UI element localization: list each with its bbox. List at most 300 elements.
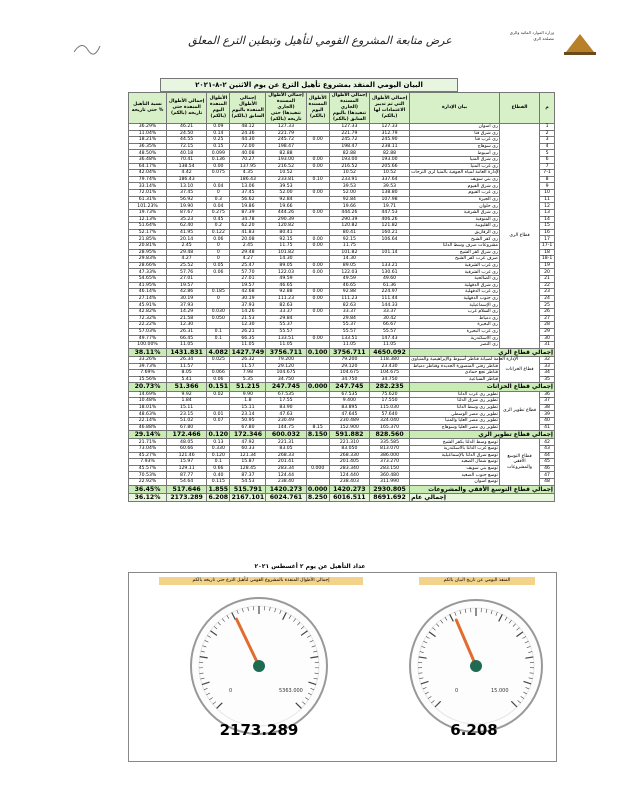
value-cell: 92.84 <box>329 196 369 203</box>
value-cell: 29.48 <box>230 249 266 256</box>
value-cell: 40.08 <box>230 150 266 157</box>
value-cell: 0.14 <box>207 130 230 137</box>
value-cell: 0.030 <box>207 309 230 316</box>
report-table <box>128 92 555 502</box>
value-cell: 92.84 <box>266 196 306 203</box>
value-cell: 121.46 <box>167 452 207 459</box>
value-cell: 27.01 <box>167 276 207 283</box>
department-cell: تطوير ري شرق الدلتا <box>410 398 500 405</box>
value-cell: 133.51 <box>329 335 369 342</box>
total-value-cell: 1427.749 <box>231 348 265 356</box>
value-cell <box>207 322 230 329</box>
value-cell: 127.33 <box>329 124 369 131</box>
value-cell: 79.200 <box>266 356 306 363</box>
index-cell: 32 <box>540 356 555 363</box>
total-value-cell: 4.082 <box>208 348 229 356</box>
col-day-lengths: الأطوال المسندة اليوم (بالكم) <box>306 93 329 124</box>
value-cell: 1.84 <box>167 398 207 405</box>
total-value-cell: 600.032 <box>266 431 306 439</box>
total-value-cell: 2173.289 <box>167 493 207 501</box>
table-row <box>129 411 555 418</box>
value-cell: 8.05 <box>167 370 207 377</box>
table-header-row <box>129 93 555 124</box>
table-row <box>129 404 555 411</box>
value-cell: 42.82% <box>129 309 167 316</box>
value-cell: 4.27 <box>230 256 266 263</box>
table-row <box>129 328 555 335</box>
value-cell: 23.14 <box>230 411 266 418</box>
department-cell: ري السلام غرب <box>410 309 500 316</box>
index-cell: 45 <box>540 459 555 466</box>
value-cell: 47.645 <box>329 411 369 418</box>
value-cell: 1.8 <box>230 398 266 405</box>
value-cell: 25.47 <box>230 262 266 269</box>
value-cell: 0.2 <box>207 223 230 230</box>
total-value-cell: 1420.273 <box>266 485 306 493</box>
value-cell: 54.53 <box>230 479 266 486</box>
index-cell: 35 <box>540 376 555 383</box>
index-cell: 43 <box>540 445 555 452</box>
value-cell: 324.040 <box>369 417 409 424</box>
value-cell: 44.55 <box>167 137 207 144</box>
department-cell: توسع غرب الدلتا بالاسكندرية <box>410 445 500 452</box>
value-cell: 12.30 <box>230 322 266 329</box>
value-cell: 55.37 <box>266 322 306 329</box>
index-cell: 8 <box>540 176 555 183</box>
value-cell: 14.30 <box>329 256 369 263</box>
table-row <box>129 203 555 210</box>
value-cell: 23.430 <box>369 363 409 370</box>
value-cell: 9.400 <box>329 398 369 405</box>
value-cell: 21.71% <box>129 439 167 446</box>
value-cell <box>306 282 329 289</box>
department-cell: ري الجيزة <box>410 196 500 203</box>
value-cell: 72.15 <box>167 143 207 150</box>
index-cell: 9 <box>540 183 555 190</box>
value-cell: 290.39 <box>329 216 369 223</box>
value-cell <box>306 276 329 283</box>
value-cell: 216.52 <box>266 163 306 170</box>
department-cell: توسع شرق الدلتا بالإسماعيلية <box>410 452 500 459</box>
value-cell: 48.05 <box>167 439 207 446</box>
total-value-cell: 0.120 <box>208 431 229 439</box>
value-cell: 82.88 <box>329 150 369 157</box>
value-cell: 46.88% <box>129 424 167 431</box>
value-cell: 193.00 <box>266 157 306 164</box>
value-cell: 373.270 <box>369 459 409 466</box>
value-cell: 230.489 <box>329 417 369 424</box>
value-cell: 245.90 <box>369 137 409 144</box>
value-cell: 33.37 <box>369 309 409 316</box>
value-cell: 0 <box>207 249 230 256</box>
department-cell: ري شرق قنا <box>410 130 500 137</box>
value-cell: 54.64 <box>167 479 207 486</box>
department-cell: ري غرب قنا <box>410 137 500 144</box>
col-exec-prev: إجمالي الأطوال المسندة (الجاري تنفيذها) حتى تاريخه (بالكم) <box>266 93 306 124</box>
value-cell: 268.33 <box>266 452 306 459</box>
value-cell: 70.41 <box>167 157 207 164</box>
total-row <box>129 493 555 501</box>
value-cell: 29.120 <box>266 363 306 370</box>
gauge-total-value: 2173.289 <box>219 721 299 739</box>
value-cell: 57.640 <box>369 411 409 418</box>
value-cell <box>306 370 329 377</box>
value-cell: 4.42 <box>167 170 207 177</box>
table-row <box>129 322 555 329</box>
value-cell: 22.14% <box>129 417 167 424</box>
department-cell: ري سوهاج <box>410 143 500 150</box>
value-cell: 34.750 <box>266 376 306 383</box>
department-cell: ري غرب المنيا <box>410 163 500 170</box>
value-cell: 51.64% <box>129 223 167 230</box>
value-cell: 0 <box>207 256 230 263</box>
value-cell: 0.1 <box>207 335 230 342</box>
value-cell: 233.91 <box>329 176 369 183</box>
department-cell: توسع بني سويف <box>410 465 500 472</box>
value-cell <box>306 256 329 263</box>
value-cell: 67.80 <box>167 424 207 431</box>
value-cell <box>306 391 329 398</box>
value-cell <box>207 363 230 370</box>
value-cell: 37.93 <box>167 302 207 309</box>
value-cell <box>306 452 329 459</box>
value-cell: 12.30 <box>167 322 207 329</box>
value-cell: 87.77 <box>167 472 207 479</box>
department-cell: الإدارة العامة لصيانة قناطر أسيوط والإبراهيمية والمنياوي <box>411 357 519 363</box>
table-row <box>129 262 555 269</box>
value-cell: 15.11 <box>230 404 266 411</box>
value-cell <box>306 249 329 256</box>
value-cell <box>207 342 230 349</box>
total-row <box>129 431 555 439</box>
value-cell: 15.56% <box>129 376 167 383</box>
value-cell: 7.93% <box>129 459 167 466</box>
value-cell: 14.69% <box>129 391 167 398</box>
value-cell: 25.52 <box>167 262 207 269</box>
table-row <box>129 190 555 197</box>
value-cell: 160.21 <box>369 229 409 236</box>
table-row <box>129 209 555 216</box>
value-cell <box>306 130 329 137</box>
value-cell: 28.66% <box>129 262 167 269</box>
value-cell <box>306 124 329 131</box>
col-prev-lengths: إجمالي الأطوال المسندة (الجاري تنفيذها) باليوم السابق (بالكم) <box>329 93 369 124</box>
value-cell <box>306 150 329 157</box>
total-value-cell: 20.73% <box>129 383 167 391</box>
table-row <box>129 242 555 249</box>
value-cell: 21.85% <box>129 236 167 243</box>
value-cell: 0.00 <box>306 309 329 316</box>
total-value-cell: 51.215 <box>230 383 266 391</box>
value-cell: 107.98 <box>369 196 409 203</box>
value-cell: 47.92 <box>230 439 266 446</box>
value-cell: 36.35% <box>129 143 167 150</box>
sector-cell: قطاع الري <box>499 124 539 349</box>
value-cell: 230.49 <box>266 417 306 424</box>
value-cell <box>306 472 329 479</box>
table-row <box>129 309 555 316</box>
value-cell: 0.00 <box>207 163 230 170</box>
value-cell: 0.3 <box>207 196 230 203</box>
value-cell: 133.51 <box>266 335 306 342</box>
value-cell: 101.82 <box>329 249 369 256</box>
col-pct: نسبة التأهيل حتى تاريخه % <box>129 93 167 124</box>
value-cell: 70.27 <box>230 157 266 164</box>
value-cell: 45.57% <box>129 465 167 472</box>
value-cell: 0 <box>207 242 230 249</box>
table-row <box>129 170 555 177</box>
gauge-total-min: 0 <box>229 688 233 694</box>
value-cell <box>369 242 409 249</box>
total-value-cell: 3756.711 <box>266 348 306 356</box>
value-cell: 111.23 <box>266 295 306 302</box>
value-cell: 19.57 <box>230 282 266 289</box>
value-cell: 0.04 <box>207 203 230 210</box>
value-cell: 0.1 <box>207 459 230 466</box>
value-cell: 28.95% <box>129 249 167 256</box>
department-cell: ري النصر <box>410 342 500 349</box>
gauges-panel <box>128 572 557 762</box>
value-cell: 245.72 <box>266 137 306 144</box>
gauge-daily-hub <box>470 660 482 672</box>
value-cell: 80.41 <box>329 229 369 236</box>
index-cell: 1 <box>540 124 555 131</box>
value-cell: 8.15 <box>306 424 329 431</box>
value-cell: 11.57 <box>230 363 266 370</box>
value-cell: 444.26 <box>266 209 306 216</box>
value-cell: 386.000 <box>369 452 409 459</box>
gauge-total-max: 5363.000 <box>279 688 303 694</box>
value-cell: 193.00 <box>329 157 369 164</box>
value-cell: 52.00 <box>266 190 306 197</box>
value-cell: 42.04% <box>129 170 167 177</box>
index-cell: 31 <box>540 342 555 349</box>
total-label-cell: إجمالي قطاع التوسع الأفقي والمشروعات <box>410 485 555 493</box>
value-cell: 14.29 <box>167 309 207 316</box>
total-value-cell: 828.560 <box>369 431 409 439</box>
value-cell: 11.05 <box>167 342 207 349</box>
gauge-total-caption: إجمالي الأطوال المنفذة بالمشروع القومي لتأهيل الترع حتى تاريخه بالكم <box>159 577 363 585</box>
value-cell: 201.41 <box>266 459 306 466</box>
value-cell: 186.43 <box>167 176 207 183</box>
total-label-cell: إجمالي قطاع تطوير الري <box>410 431 555 439</box>
value-cell: 19.57 <box>167 282 207 289</box>
value-cell: 447.53 <box>369 209 409 216</box>
index-cell: 26 <box>540 309 555 316</box>
department-cell: توسع شمال الصعيد <box>410 459 500 466</box>
value-cell: 37.93 <box>230 302 266 309</box>
department-cell: ري غرب الدقهلية <box>410 289 500 296</box>
value-cell: 47.63 <box>266 411 306 418</box>
value-cell: 92.15 <box>329 236 369 243</box>
gauge-daily-max: 15.000 <box>491 688 509 694</box>
value-cell: 36.48% <box>129 157 167 164</box>
gauge-total-hub <box>253 660 265 672</box>
value-cell: 198.47 <box>266 143 306 150</box>
value-cell: 133.21 <box>369 262 409 269</box>
value-cell: 221.310 <box>329 439 369 446</box>
table-row <box>129 157 555 164</box>
value-cell: 0.120 <box>207 452 230 459</box>
value-cell: 138.54 <box>167 163 207 170</box>
value-cell: 48.12 <box>230 124 266 131</box>
value-cell <box>306 196 329 203</box>
value-cell: 4.27 <box>167 256 207 263</box>
value-cell: 83.895 <box>329 404 369 411</box>
value-cell: 15.11 <box>167 404 207 411</box>
value-cell: 26.21 <box>230 328 266 335</box>
value-cell: 80.41 <box>266 229 306 236</box>
department-cell: ري شرق كفر الشيخ <box>410 249 500 256</box>
table-row <box>129 479 555 486</box>
value-cell: 5.35 <box>230 376 266 383</box>
value-cell <box>207 176 230 183</box>
value-cell: 121.82 <box>369 223 409 230</box>
index-cell: 24 <box>540 295 555 302</box>
table-row <box>129 196 555 203</box>
value-cell: 60.66 <box>167 445 207 452</box>
value-cell: 46.65 <box>329 282 369 289</box>
table-row <box>129 391 555 398</box>
value-cell: 0.00 <box>306 262 329 269</box>
table-row <box>129 269 555 276</box>
value-cell <box>306 170 329 177</box>
index-cell: 21 <box>540 276 555 283</box>
table-row <box>129 130 555 137</box>
value-cell: 283.340 <box>329 465 369 472</box>
value-cell: 61.36 <box>369 282 409 289</box>
value-cell: 0.185 <box>207 289 230 296</box>
value-cell: 21.58 <box>167 315 207 322</box>
total-value-cell: 517.646 <box>167 485 207 493</box>
value-cell: 15.97 <box>167 459 207 466</box>
department-cell: ري حلوان <box>410 203 500 210</box>
value-cell: 82.63 <box>329 302 369 309</box>
value-cell: 9.92 <box>167 391 207 398</box>
value-cell: 79.200 <box>329 356 369 363</box>
col-department: بيان الإدارة <box>410 93 500 124</box>
value-cell: 0.136 <box>207 157 230 164</box>
value-cell: 49.60 <box>369 276 409 283</box>
table-row <box>129 150 555 157</box>
gauge-daily <box>399 573 556 761</box>
department-cell: صرف غرب كفر الشيخ <box>410 256 500 263</box>
value-cell: 14.26 <box>230 309 266 316</box>
index-cell: 11 <box>540 196 555 203</box>
table-row <box>129 137 555 144</box>
value-cell: 129.11 <box>167 465 207 472</box>
table-row <box>129 398 555 405</box>
total-label-cell: إجمالي عام <box>410 493 555 501</box>
value-cell: 42.68 <box>230 289 266 296</box>
table-row <box>129 249 555 256</box>
value-cell: 55.57 <box>329 328 369 335</box>
index-cell: 17-1 <box>540 242 555 249</box>
value-cell: 55.57 <box>266 328 306 335</box>
index-cell: 40 <box>540 417 555 424</box>
value-cell: 19.66 <box>329 203 369 210</box>
value-cell: 0.06 <box>207 376 230 383</box>
value-cell: 0.40 <box>207 472 230 479</box>
table-row <box>129 289 555 296</box>
total-value-cell: 1431.831 <box>167 348 207 356</box>
index-cell: 42 <box>540 439 555 446</box>
value-cell <box>207 398 230 405</box>
department-cell: قناطر السباعية <box>410 376 500 383</box>
department-cell: تطوير ري غرب الدلتا <box>410 391 500 398</box>
value-cell: 0.25 <box>207 137 230 144</box>
value-cell: 813.070 <box>369 445 409 452</box>
total-value-cell: 4650.092 <box>369 348 409 356</box>
value-cell: 55.37 <box>329 322 369 329</box>
value-cell: 238.11 <box>369 143 409 150</box>
value-cell <box>369 256 409 263</box>
value-cell: 55.57 <box>369 328 409 335</box>
col-today: الأطوال المنفذة اليوم (بالكم) <box>207 93 230 124</box>
value-cell: 48.63% <box>129 411 167 418</box>
index-cell: 7 <box>540 163 555 170</box>
value-cell: 66.67 <box>369 322 409 329</box>
value-cell: 12.13% <box>129 216 167 223</box>
value-cell: 70.53% <box>129 472 167 479</box>
value-cell: 56.62 <box>230 196 266 203</box>
total-value-cell: 36.12% <box>129 493 167 501</box>
value-cell: 0.09 <box>207 124 230 131</box>
value-cell: 72.32% <box>129 315 167 322</box>
value-cell: 35.23 <box>167 216 207 223</box>
value-cell: 0.00 <box>306 269 329 276</box>
value-cell: 2.45 <box>230 242 266 249</box>
value-cell: 61.31% <box>129 196 167 203</box>
table-row <box>129 183 555 190</box>
value-cell: 127.33 <box>266 124 306 131</box>
table-row <box>129 439 555 446</box>
table-row <box>129 302 555 309</box>
total-label-cell: إجمالي قطاع الري <box>410 348 555 356</box>
department-cell: ري غرب البحيرة <box>410 328 500 335</box>
value-cell: 120.82 <box>329 223 369 230</box>
value-cell: 72.00 <box>230 143 266 150</box>
index-cell: 2 <box>540 130 555 137</box>
value-cell: 335.585 <box>369 439 409 446</box>
value-cell <box>306 143 329 150</box>
value-cell: 62.20 <box>230 223 266 230</box>
index-cell: 22 <box>540 282 555 289</box>
index-cell: 27 <box>540 315 555 322</box>
total-value-cell: 247.745 <box>266 383 306 391</box>
total-value-cell: 0.100 <box>307 348 328 356</box>
index-cell: 36 <box>540 391 555 398</box>
department-cell: ري البحيرة <box>410 322 500 329</box>
index-cell: 5 <box>540 150 555 157</box>
value-cell: 73.04% <box>129 445 167 452</box>
index-cell: 18 <box>540 249 555 256</box>
value-cell: 101.23% <box>129 203 167 210</box>
department-cell: ري شرق الشرقية <box>410 209 500 216</box>
value-cell: 311.990 <box>369 479 409 486</box>
gauge-daily-dial <box>401 591 551 741</box>
value-cell <box>306 322 329 329</box>
value-cell: 82.63 <box>266 302 306 309</box>
index-cell: 33 <box>540 363 555 370</box>
value-cell: 11.05 <box>266 342 306 349</box>
value-cell <box>207 276 230 283</box>
department-cell: تطوير ري وسط الدلتا <box>410 404 500 411</box>
table-row <box>129 459 555 466</box>
col-exec-total: إجمالي الأطوال المنفذة باليوم السابق (بالكم) <box>230 93 266 124</box>
value-cell: 29.84 <box>329 315 369 322</box>
col-sector: القطاع <box>499 93 539 124</box>
